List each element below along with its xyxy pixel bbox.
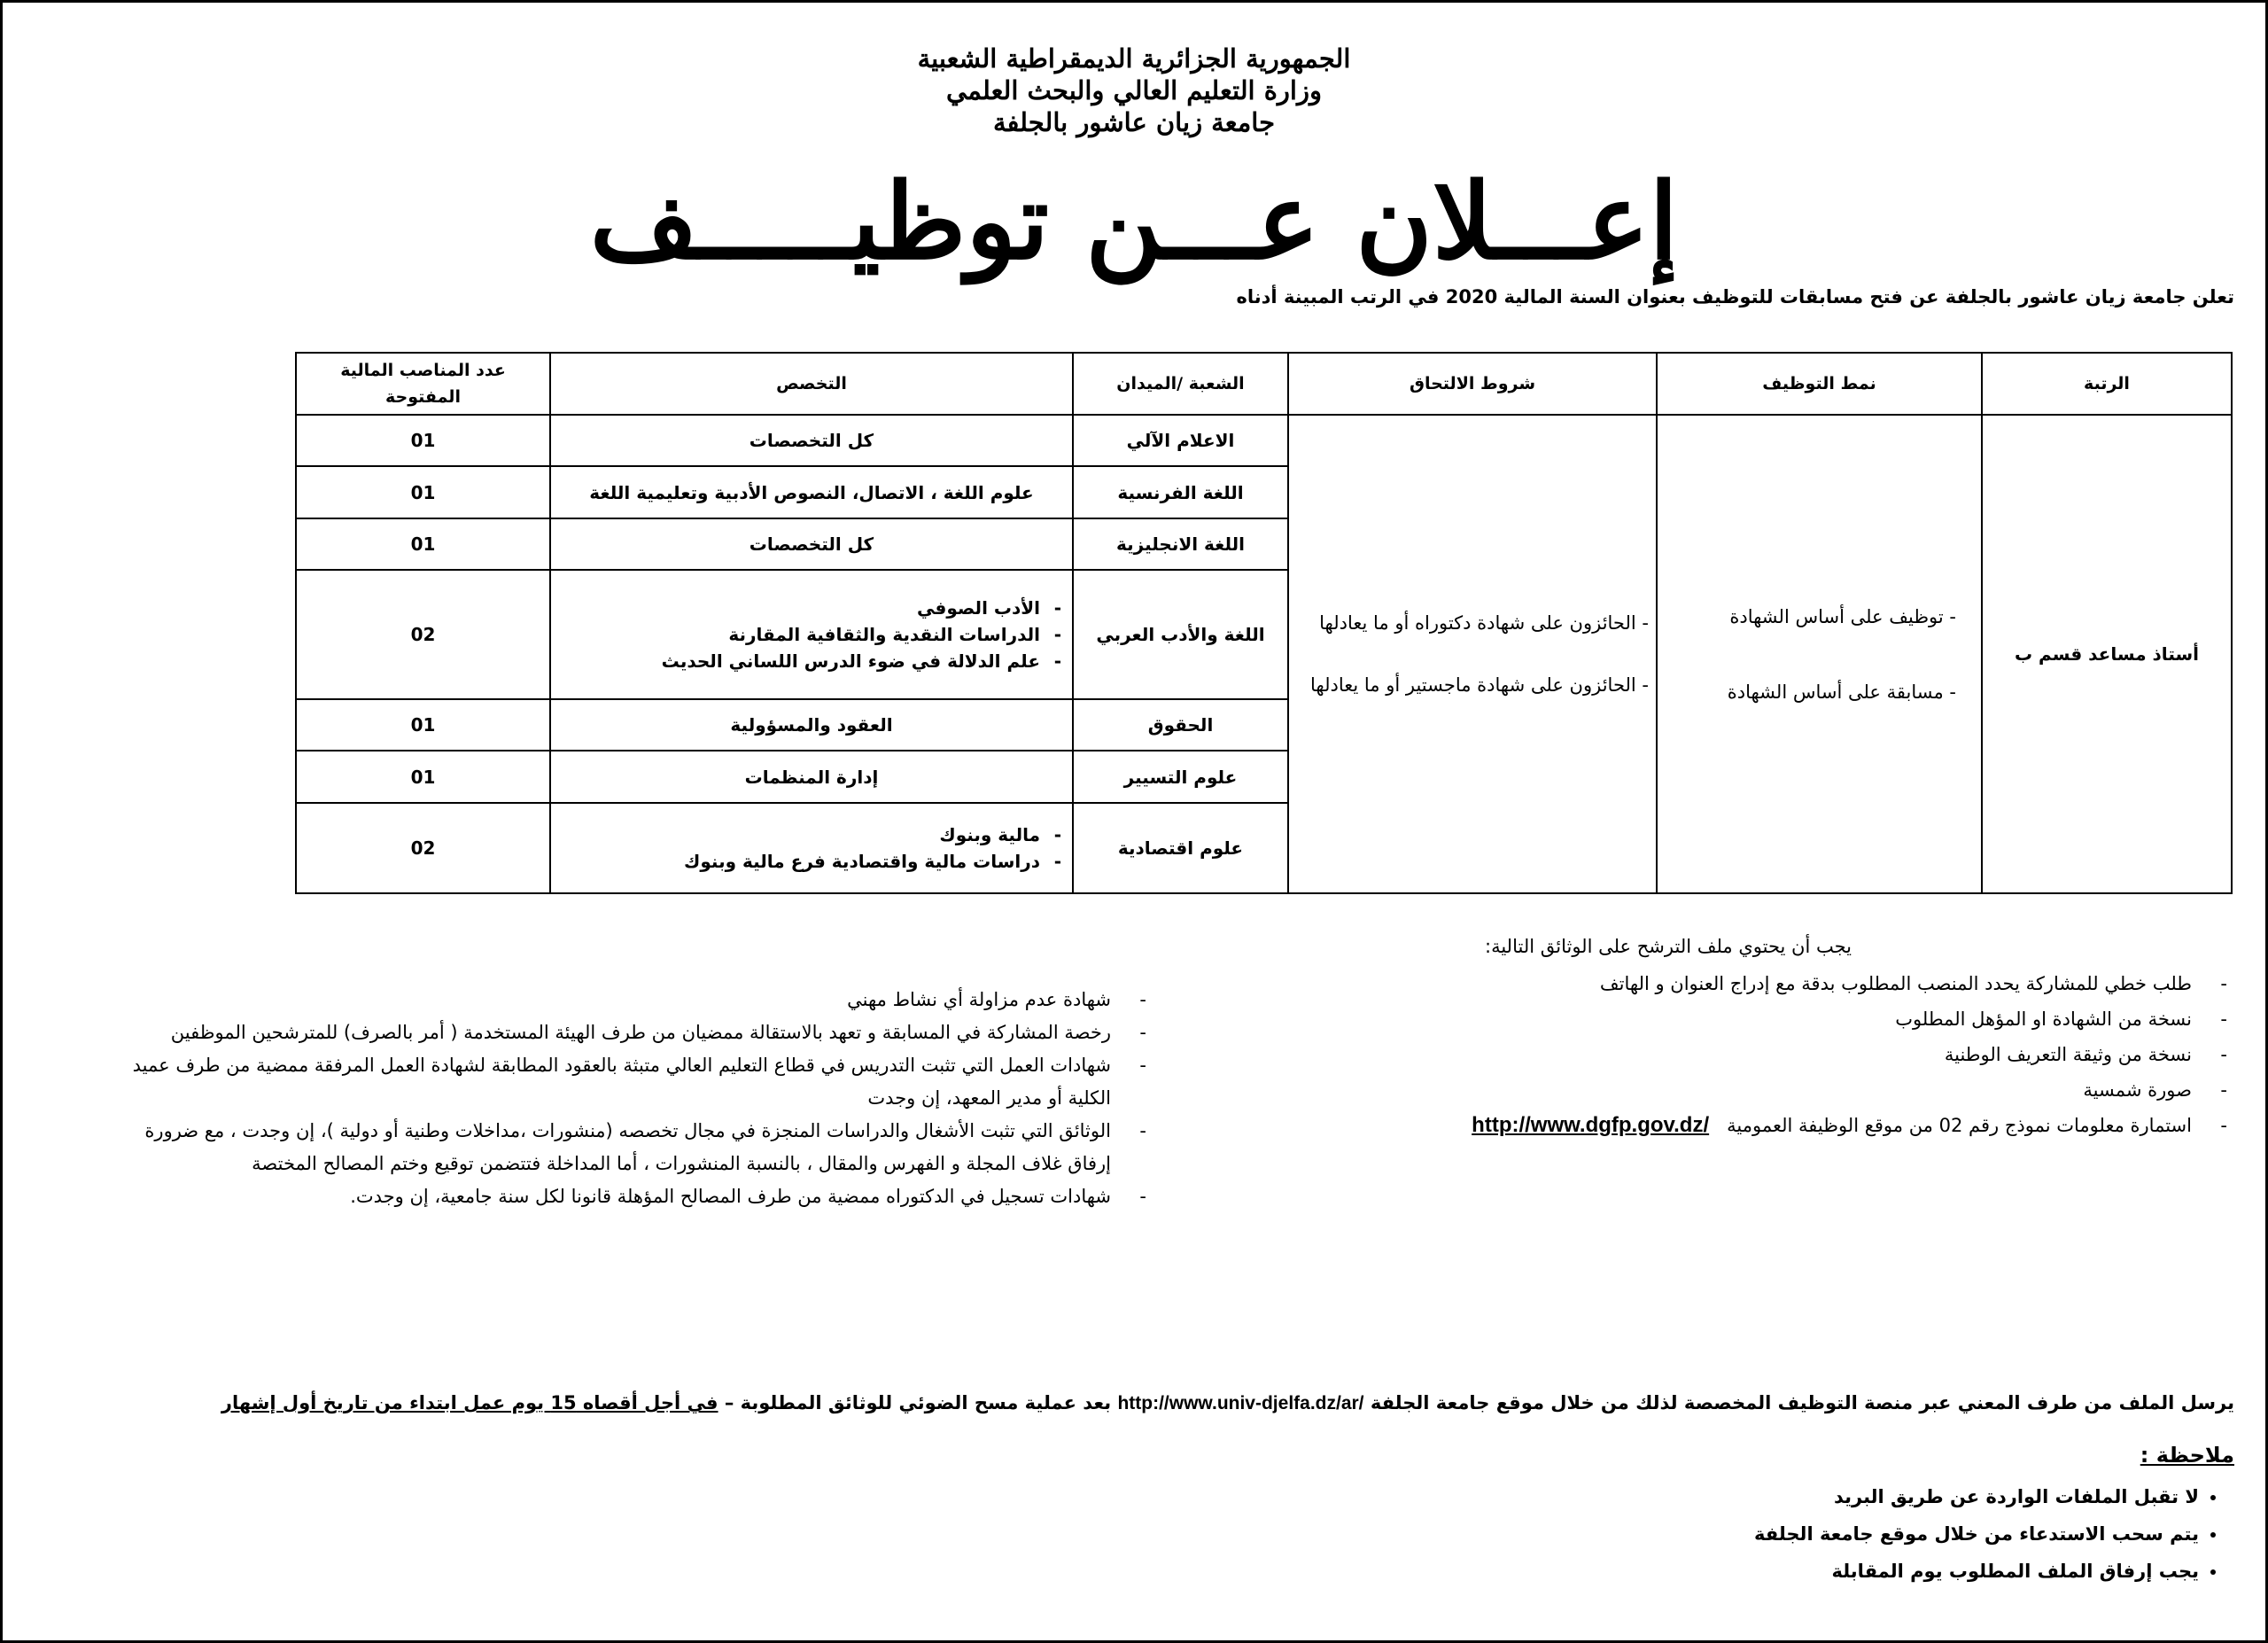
- submission-text-mid: بعد عملية مسح الضوئي للوثائق المطلوبة –: [724, 1392, 1112, 1413]
- branch-cell: علوم اقتصادية: [1073, 803, 1288, 893]
- posts-cell: 01: [296, 466, 550, 518]
- document-item-text: استمارة معلومات نموذج رقم 02 من موقع الوظيفة العمومية: [1727, 1115, 2192, 1136]
- document-item: - شهادات العمل التي تثبت التدريس في قطاع التعليم العالي متبثة بالعقود المطابقة لشهادة العمل المرفقة ممضية من طرف عميد الكلية أو مدير المعهد، إن وجدت: [99, 1049, 1153, 1115]
- note-item: • يجب إرفاق الملف المطلوب يوم المقابلة: [1754, 1553, 2199, 1590]
- document-item: [1348, 1108, 2234, 1143]
- branch-cell: الحقوق: [1073, 699, 1288, 751]
- specialty-item: - مالية وبنوك: [558, 822, 1040, 848]
- documents-list-left: [99, 984, 1153, 1213]
- conditions-cell: [1288, 415, 1657, 893]
- posts-cell: 01: [296, 751, 550, 802]
- condition-item: - الحائزون على شهادة ماجستير أو ما يعادلها: [1310, 674, 1649, 696]
- mode-item: - توظيف على أساس الشهادة: [1729, 605, 1956, 627]
- posts-cell: 02: [296, 570, 550, 699]
- specialty-cell: العقود والمسؤولية: [550, 699, 1073, 751]
- notes-title: ملاحظة :: [2140, 1443, 2234, 1468]
- header-block: [0, 43, 2268, 138]
- mode-item: - مسابقة على أساس الشهادة: [1727, 681, 1956, 703]
- header-conditions: شروط الالتحاق: [1288, 353, 1657, 415]
- document-item: - الوثائق التي تثبت الأشغال والدراسات المنجزة في مجال تخصصه (منشورات ،مداخلات وطنية أو دولية )، إن وجدت ، مع ضرورة إرفاق غلاف المجلة و الفهرس والمقال ، بالنسبة المنشورات ، أما المداخلة فتتضمن توقيع وختم المصالح المختصة: [99, 1115, 1153, 1180]
- note-item: • لا تقبل الملفات الواردة عن طريق البريد: [1754, 1478, 2199, 1515]
- dgfp-link[interactable]: http://www.dgfp.gov.dz/: [1472, 1113, 1710, 1137]
- table-row: [296, 415, 2232, 466]
- posts-cell: 02: [296, 803, 550, 893]
- mode-cell: [1657, 415, 1982, 893]
- specialty-cell: كل التخصصات: [550, 415, 1073, 466]
- specialty-item: - الأدب الصوفي: [558, 595, 1040, 621]
- posts-cell: 01: [296, 699, 550, 751]
- document-item: - نسخة من وثيقة التعريف الوطنية: [1348, 1037, 2234, 1072]
- header-mode: نمط التوظيف: [1657, 353, 1982, 415]
- documents-intro: يجب أن يحتوي ملف الترشح على الوثائق التالية:: [1485, 936, 1852, 957]
- header-branch: الشعبة /الميدان: [1073, 353, 1288, 415]
- header-republic: الجمهورية الجزائرية الديمقراطية الشعبية: [917, 43, 1351, 74]
- document-item: - نسخة من الشهادة او المؤهل المطلوب: [1348, 1001, 2234, 1037]
- page-title: إعـــلان عـــن توظيـــــف: [589, 160, 1679, 283]
- table-header-row: [296, 353, 2232, 415]
- posts-cell: 01: [296, 518, 550, 570]
- header-rank: الرتبة: [1982, 353, 2232, 415]
- notes-list: [1754, 1478, 2234, 1590]
- specialty-cell: إدارة المنظمات: [550, 751, 1073, 802]
- branch-cell: اللغة الفرنسية: [1073, 466, 1288, 518]
- submission-instructions: [221, 1390, 2234, 1417]
- header-university: جامعة زيان عاشور بالجلفة: [992, 107, 1276, 137]
- submission-text-start: يرسل الملف من طرف المعني عبر منصة التوظيف المخصصة لذلك من خلال موقع جامعة الجلفة: [1370, 1392, 2234, 1413]
- documents-list-right: [1348, 966, 2234, 1143]
- branch-cell: اللغة والأدب العربي: [1073, 570, 1288, 699]
- posts-cell: 01: [296, 415, 550, 466]
- branch-cell: اللغة الانجليزية: [1073, 518, 1288, 570]
- univ-link[interactable]: http://www.univ-djelfa.dz/ar/: [1117, 1393, 1364, 1413]
- branch-cell: علوم التسيير: [1073, 751, 1288, 802]
- note-item: • يتم سحب الاستدعاء من خلال موقع جامعة الجلفة: [1754, 1515, 2199, 1553]
- specialty-item: - الدراسات النقدية والثقافية المقارنة: [558, 621, 1040, 648]
- header-ministry: وزارة التعليم العالي والبحث العلمي: [946, 75, 1322, 105]
- header-specialty: التخصص: [550, 353, 1073, 415]
- document-item: - شهادة عدم مزاولة أي نشاط مهني: [99, 984, 1153, 1016]
- specialty-cell: [550, 803, 1073, 893]
- specialty-cell: علوم اللغة ، الاتصال، النصوص الأدبية وتعليمية اللغة: [550, 466, 1073, 518]
- branch-cell: الاعلام الآلي: [1073, 415, 1288, 466]
- document-item: - شهادات تسجيل في الدكتوراه ممضية من طرف المصالح المؤهلة قانونا لكل سنة جامعية، إن وجدت.: [99, 1180, 1153, 1213]
- specialty-item: - دراسات مالية واقتصادية فرع مالية وبنوك: [558, 848, 1040, 875]
- condition-item: - الحائزون على شهادة دكتوراه أو ما يعادلها: [1319, 612, 1649, 634]
- specialty-cell: كل التخصصات: [550, 518, 1073, 570]
- document-item: - رخصة المشاركة في المسابقة و تعهد بالاستقالة ممضيان من طرف الهيئة المستخدمة ( أمر بالصرف) للمترشحين الموظفين: [99, 1016, 1153, 1049]
- specialty-item: - علم الدلالة في ضوء الدرس اللساني الحديث: [558, 648, 1040, 674]
- specialty-cell: [550, 570, 1073, 699]
- rank-cell: أستاذ مساعد قسم ب: [1982, 415, 2232, 893]
- submission-deadline: في أجل أقصاه 15 يوم عمل ابتداء من تاريخ أول إشهار: [221, 1392, 718, 1413]
- positions-table: [295, 352, 2233, 894]
- intro-text: تعلن جامعة زيان عاشور بالجلفة عن فتح مسابقات للتوظيف بعنوان السنة المالية 2020 في الرتب المبينة أدناه: [1236, 286, 2234, 308]
- document-item: - طلب خطي للمشاركة يحدد المنصب المطلوب بدقة مع إدراج العنوان و الهاتف: [1348, 966, 2234, 1001]
- header-posts: عدد المناصب المالية المفتوحة: [296, 353, 550, 415]
- document-item: - صورة شمسية: [1348, 1072, 2234, 1108]
